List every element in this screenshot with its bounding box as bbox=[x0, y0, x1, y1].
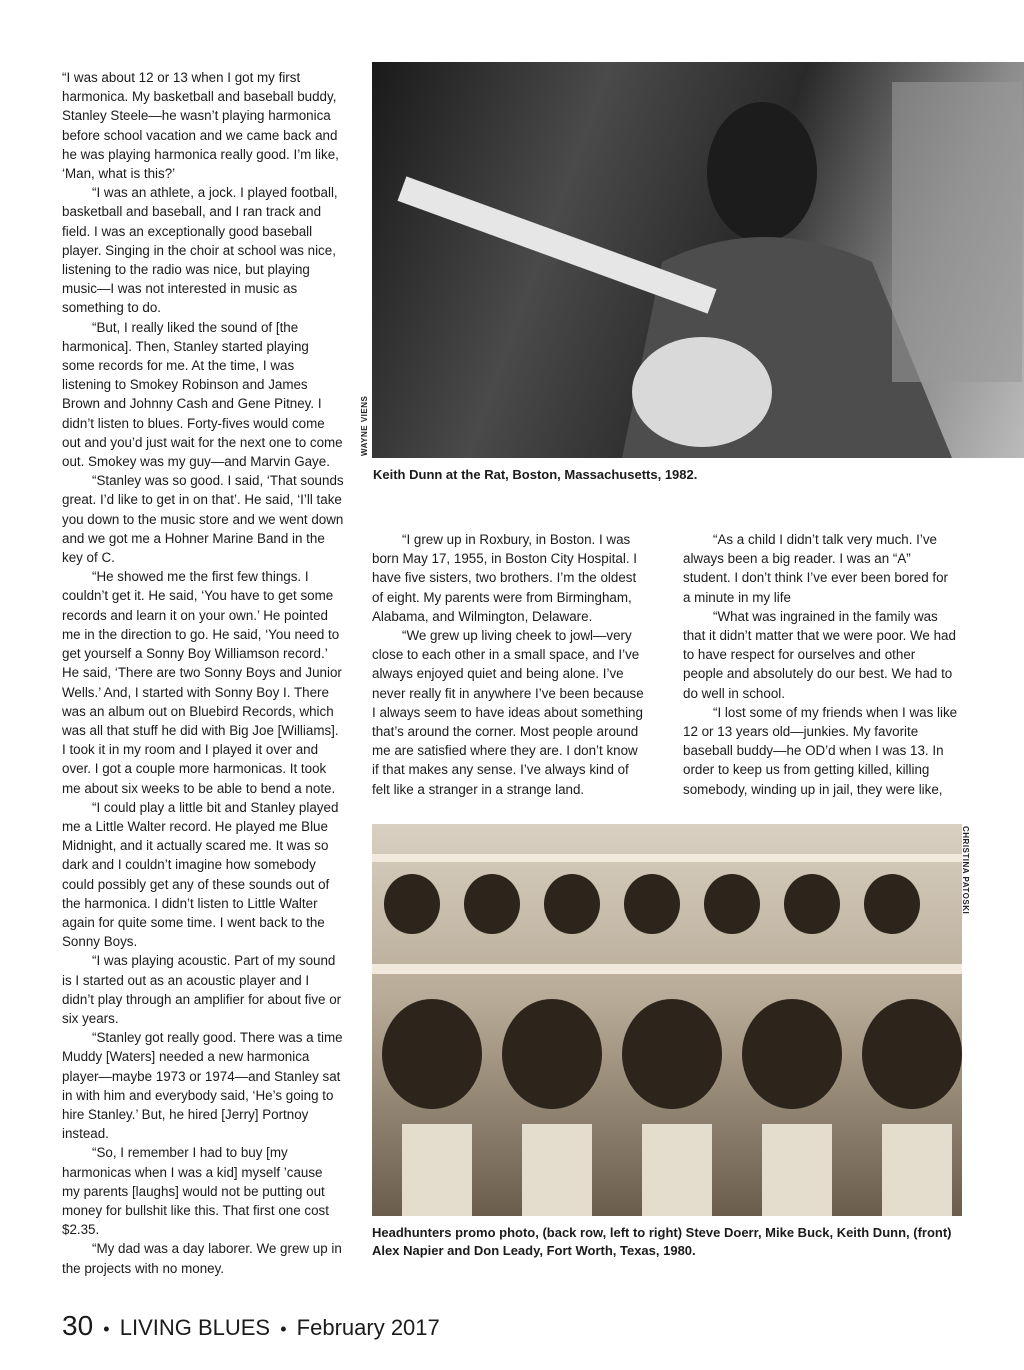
paragraph: “Stanley was so good. I said, ‘That sounds great. I’d like to get in on that’. He said, ‘I’ll take you down to the music store and we went down and we got me a Hohner Marine Band in the key of C. bbox=[62, 473, 344, 566]
footer-separator: • bbox=[103, 1319, 110, 1339]
paragraph: “Stanley got really good. There was a time Muddy [Waters] needed a new harmonica player—maybe 1973 or 1974—and Stanley sat in with him and everybody said, ‘He’s going to hire Stanley.’ But, he hired [Jerry] Portnoy instead. bbox=[62, 1030, 343, 1142]
photo-caption: Headhunters promo photo, (back row, left to right) Steve Doerr, Mike Buck, Keith Dunn, (front) Alex Napier and Don Leady, Fort Worth, Texas, 1980. bbox=[372, 1225, 952, 1258]
paragraph: “I was about 12 or 13 when I got my first harmonica. My basketball and baseball buddy, Stanley Steele—he wasn’t playing harmonica before school vacation and we came back and he was playing harmonica really good. I’m like, ‘Man, what is this?’ bbox=[62, 70, 339, 182]
photo-keith-dunn-guitar bbox=[372, 62, 1024, 458]
page-footer bbox=[62, 1310, 440, 1342]
paragraph: “I was playing acoustic. Part of my sound is I started out as an acoustic player and I didn’t play through an amplifier for about five or six years. bbox=[62, 953, 342, 1026]
article-column-left bbox=[62, 68, 344, 1278]
paragraph: “I could play a little bit and Stanley played me a Little Walter record. He played me Blue Midnight, and it actually scared me. It was so dark and I couldn’t imagine how somebody could possibly get any of these sounds out of the harmonica. I didn’t listen to Little Walter again for quite some time. I went back to the Sonny Boys. bbox=[62, 799, 339, 950]
footer-separator: • bbox=[280, 1319, 287, 1339]
magazine-name: LIVING BLUES bbox=[119, 1315, 271, 1340]
paragraph: “We grew up living cheek to jowl—very close to each other in a small space, and I’ve always enjoyed quiet and being alone. I’ve never really fit in anywhere I’ve been because I always seem to have ideas about something that’s around the corner. Most people around me are satisfied where they are. I don’t know if that makes any sense. I’ve always kind of felt like a stranger in a strange land. bbox=[372, 628, 644, 797]
photo-credit: CHRISTINA PATOSKI bbox=[961, 826, 970, 915]
paragraph: “I lost some of my friends when I was like 12 or 13 years old—junkies. My favorite baseball buddy—he OD’d when I was 13. In order to keep us from getting killed, killing somebody, winding up in jail, they were like, bbox=[683, 704, 958, 797]
paragraph: “I grew up in Roxbury, in Boston. I was born May 17, 1955, in Boston City Hospital. I have five sisters, two brothers. I’m the oldest of eight. My parents were from Birmingham, Alabama, and Wilmington, Delaware. bbox=[372, 532, 637, 624]
article-column-middle bbox=[372, 530, 648, 799]
paragraph: “What was ingrained in the family was that it didn’t matter that we were poor. We had to have respect for ourselves and other people and absolutely do our best. We had to do well in school. bbox=[683, 608, 956, 701]
paragraph: “But, I really liked the sound of [the harmonica]. Then, Stanley started playing some records for me. At the time, I was listening to Smokey Robinson and James Brown and Johnny Cash and Gene Pitney. I didn’t listen to blues. Forty-fives would come out and you’d just wait for the next one to come out. Smokey was my guy—and Marvin Gaye. bbox=[62, 319, 343, 470]
photo-caption: Keith Dunn at the Rat, Boston, Massachusetts, 1982. bbox=[373, 467, 698, 482]
photo-credit: WAYNE VIENS bbox=[360, 395, 369, 456]
page-number: 30 bbox=[62, 1310, 94, 1341]
paragraph: “He showed me the first few things. I couldn’t get it. He said, ‘You have to get some records and learn it on your own.’ He pointed me in the direction to go. He said, ‘You need to get yourself a Sonny Boy Williamson record.’ He said, ‘There are two Sonny Boys and Junior Wells.’ And, I started with Sonny Boy I. There was an album out on Bluebird Records, which was all that stuff he did with Big Joe [Williams]. I took it in my room and I played it over and over. I got a couple more harmonicas. It took me about six weeks to be able to bend a note. bbox=[62, 569, 342, 796]
photo-placeholder-shapes bbox=[372, 62, 1024, 458]
paragraph: “I was an athlete, a jock. I played football, basketball and baseball, and I ran track and field. I was an exceptionally good baseball player. Singing in the choir at school was nice, listening to the radio was nice, but playing music—I was not interested in music as something to do. bbox=[62, 185, 338, 316]
photo-placeholder-shapes bbox=[372, 824, 962, 1216]
paragraph: “So, I remember I had to buy [my harmonicas when I was a kid] myself ’cause my parents [laughs] would not be putting out money for bullshit like this. That first one cost $2.35. bbox=[62, 1145, 329, 1238]
paragraph: “My dad was a day laborer. We grew up in the projects with no money. bbox=[62, 1241, 342, 1276]
photo-headhunters-promo bbox=[372, 824, 962, 1216]
issue-date: February 2017 bbox=[296, 1315, 440, 1340]
article-column-right bbox=[683, 530, 959, 799]
paragraph: “As a child I didn’t talk very much. I’ve always been a big reader. I was an “A” student. I don’t think I’ve ever been bored for a minute in my life bbox=[683, 532, 949, 605]
